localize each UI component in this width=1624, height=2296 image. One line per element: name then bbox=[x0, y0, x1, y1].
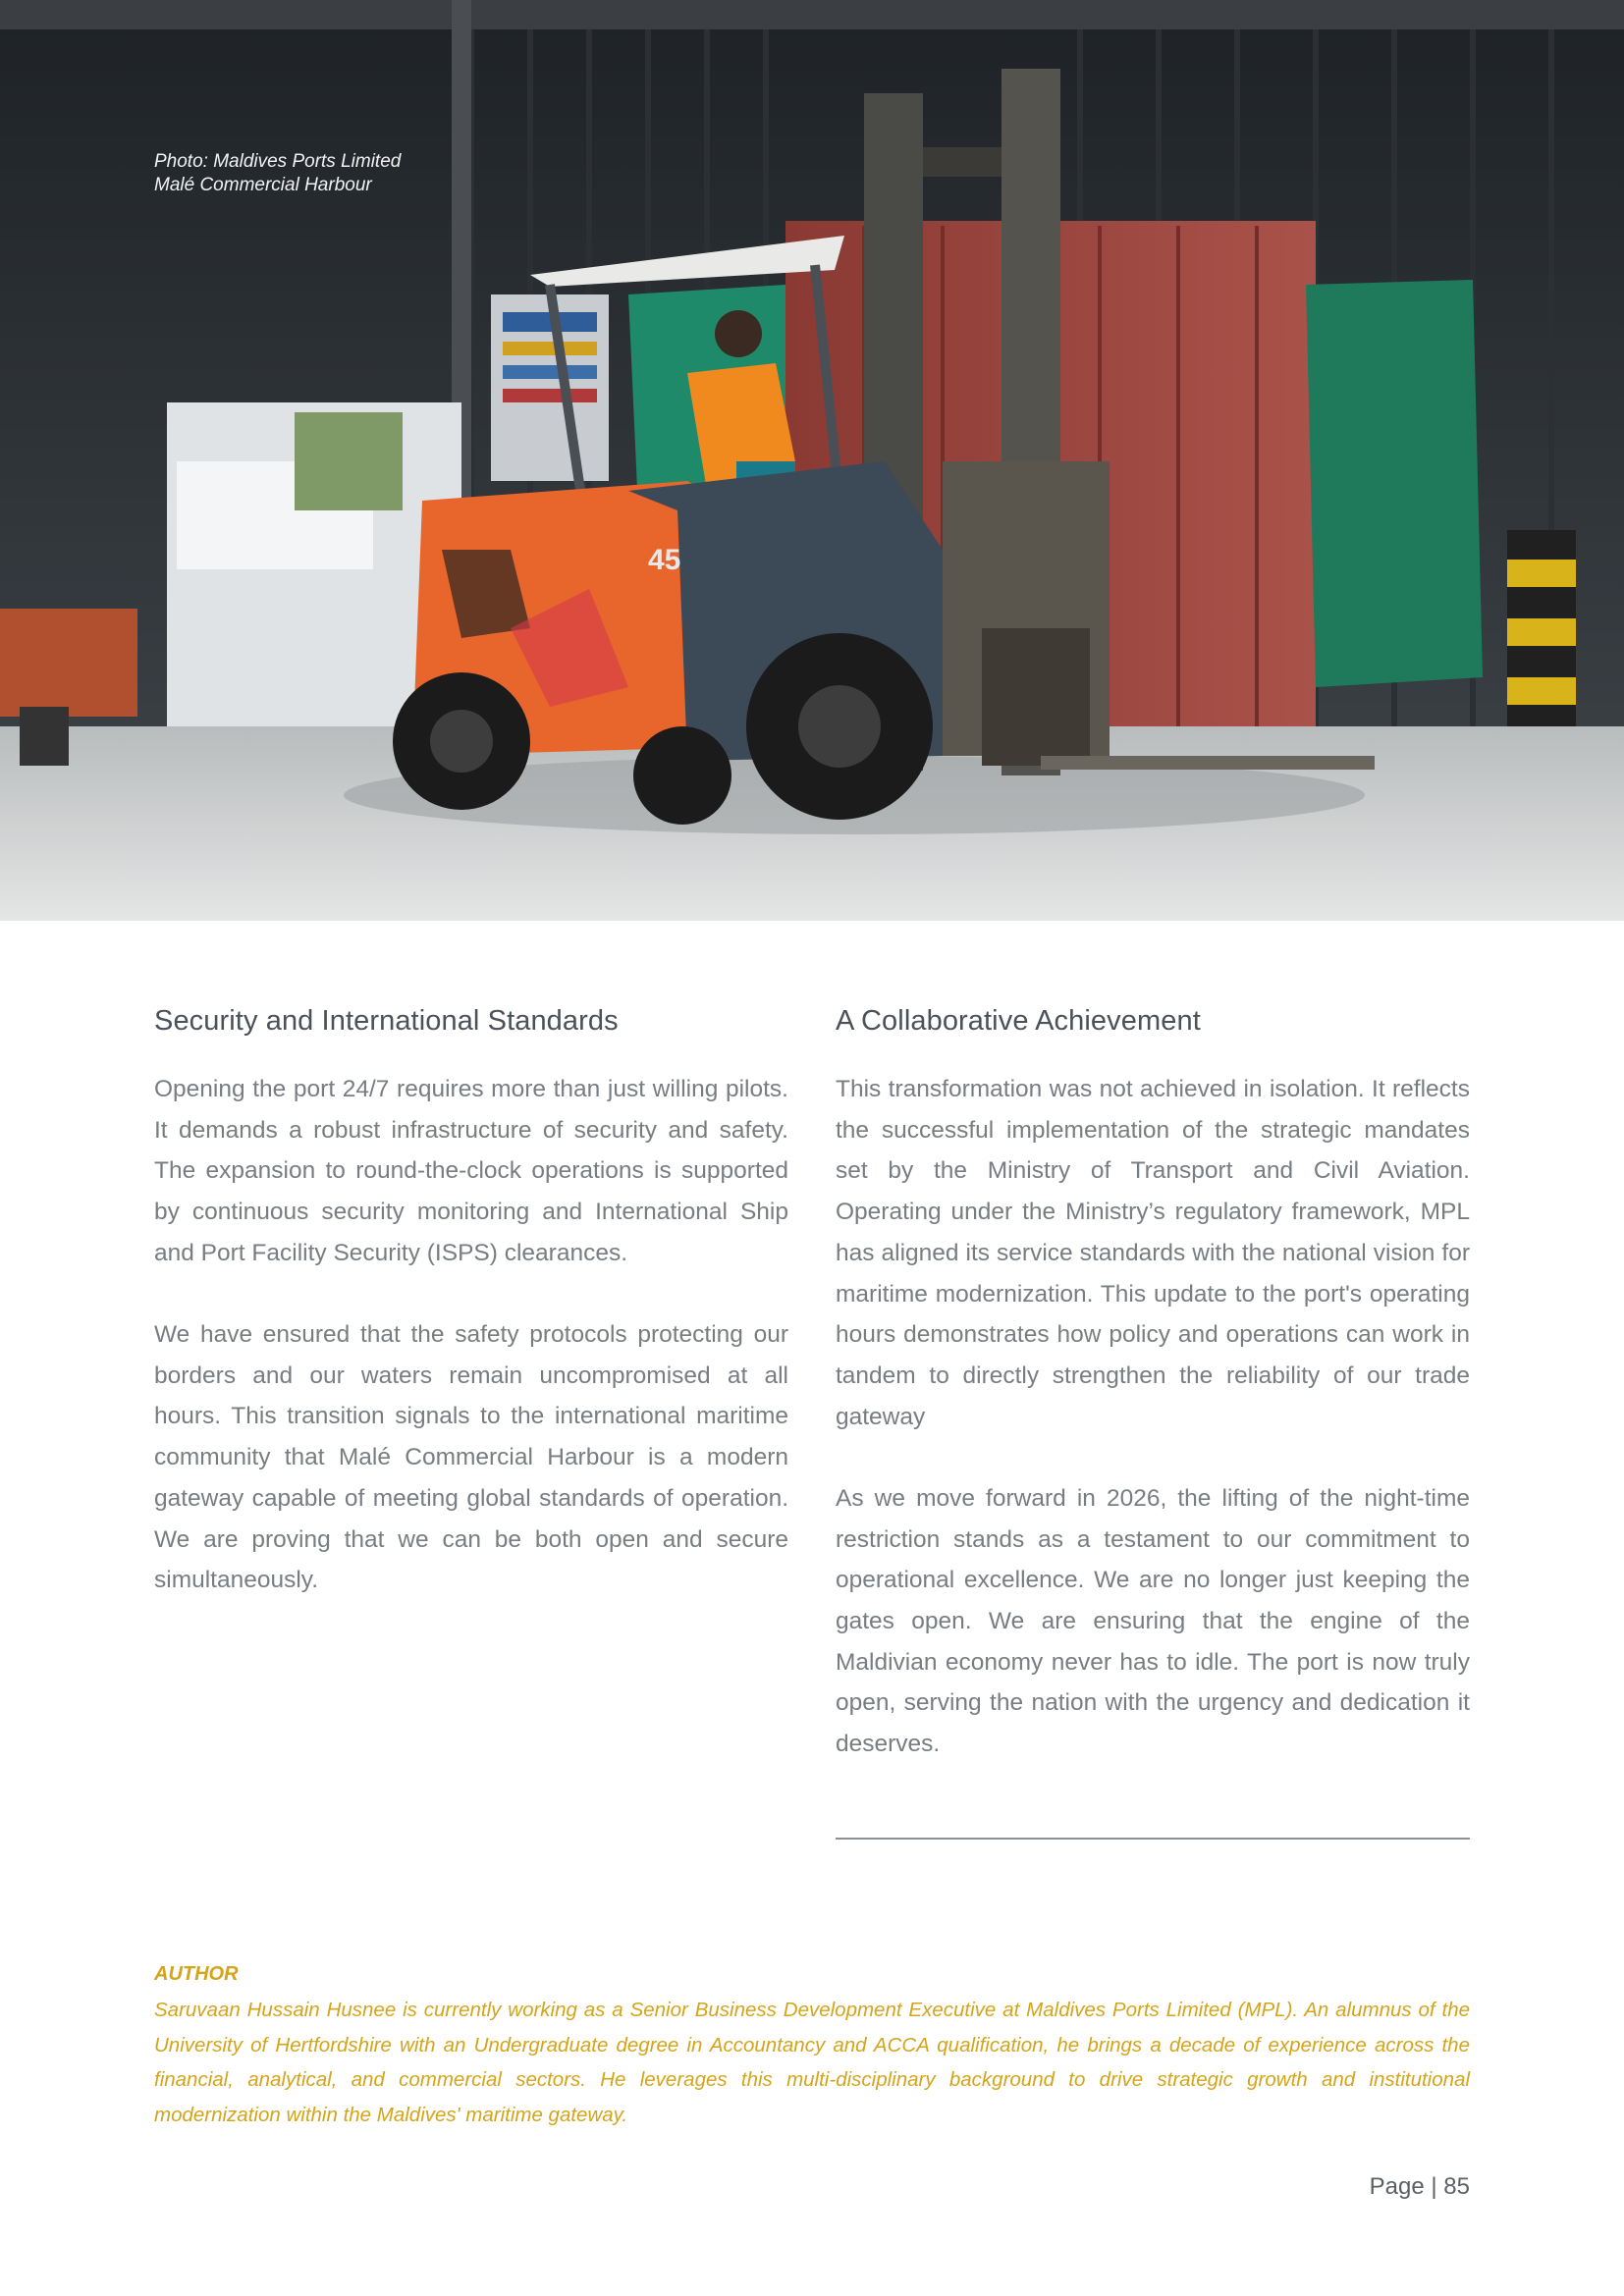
right-paragraph-2: As we move forward in 2026, the lifting of the night-time restriction stands as a testament to our commitment to operational excellence. We are no longer just keeping the gates open. We are ensuring that the engine of the Maldivian economy never has to idle. The port is now truly open, serving the nation with the urgency and dedication it deserves. bbox=[836, 1484, 1470, 1758]
page-number: Page | 85 bbox=[1369, 2173, 1470, 2200]
photo-credit-source: Photo: Maldives Ports Limited bbox=[154, 151, 402, 172]
right-column-heading: A Collaborative Achievement bbox=[836, 1005, 1201, 1037]
author-label: AUTHOR bbox=[154, 1963, 239, 1985]
author-bio: Saruvaan Hussain Husnee is currently working as a Senior Business Development Executive at Maldives Ports Limited (MPL). An alumnus of the University of Hertfordshire with an Undergraduate degree in Accountancy and ACCA qualification, he brings a decade of experience across the financial, analytical, and commercial sectors. He leverages this multi-disciplinary background to drive strategic growth and institutional modernization within the Maldives' maritime gateway. bbox=[154, 1999, 1470, 2127]
hero-photo bbox=[0, 0, 1624, 921]
forklift-badge: 45 bbox=[648, 544, 681, 576]
forklift-photo-illustration bbox=[0, 0, 1624, 921]
author-section bbox=[154, 1961, 1470, 2133]
photo-credit-location: Malé Commercial Harbour bbox=[154, 175, 372, 195]
left-column bbox=[154, 999, 788, 1641]
photo-credit bbox=[154, 150, 401, 197]
section-divider bbox=[836, 1838, 1470, 1840]
left-paragraph-1: Opening the port 24/7 requires more than just willing pilots. It demands a robust infrastructure of security and safety. The expansion to round-the-clock operations is supported by continuous security monitoring and International Ship and Port Facility Security (ISPS) clearances. bbox=[154, 1076, 788, 1266]
left-paragraph-2: We have ensured that the safety protocols protecting our borders and our waters remain uncompromised at all hours. This transition signals to the international maritime community that Malé Commercial Harbour is a modern gateway capable of meeting global standards of operation. We are proving that we can be both open and secure simultaneously. bbox=[154, 1321, 788, 1594]
right-column bbox=[836, 999, 1470, 1805]
left-column-heading: Security and International Standards bbox=[154, 1005, 619, 1037]
right-paragraph-1: This transformation was not achieved in isolation. It reflects the successful implementation of the strategic mandates set by the Ministry of Transport and Civil Aviation. Operating under the Ministry’s regulatory framework, MPL has aligned its service standards with the national vision for maritime modernization. This update to the port's operating hours demonstrates how policy and operations can work in tandem to directly strengthen the reliability of our trade gateway bbox=[836, 1076, 1470, 1430]
